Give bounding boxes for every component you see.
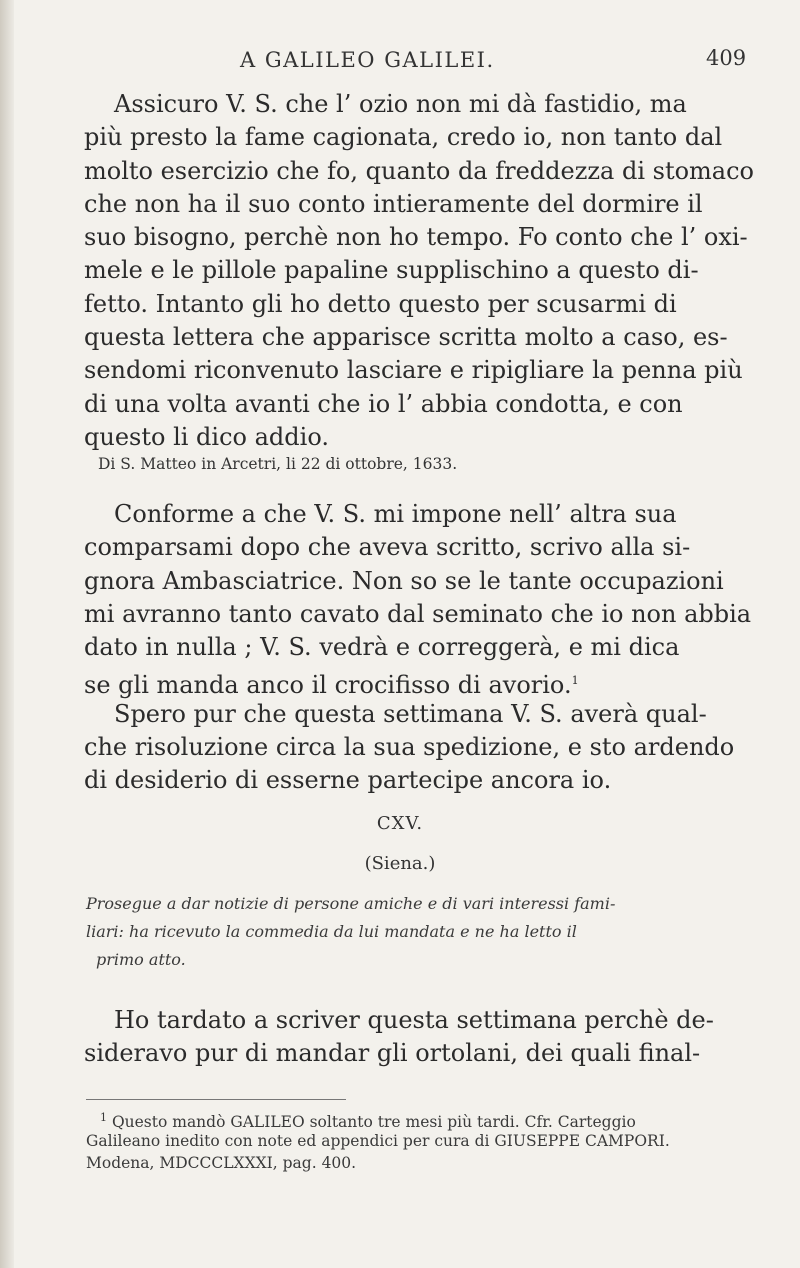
- text-line: dato in nulla ; V. S. vedrà e correggerà, e mi dica: [84, 633, 680, 662]
- paragraph-postscript: [84, 498, 752, 798]
- footnote-reference: 1: [571, 674, 579, 688]
- page-number: 409: [706, 46, 747, 70]
- text-line: suo bisogno, perchè non ho tempo. Fo conto che l’ oxi-: [84, 223, 748, 252]
- dateline: Di S. Matteo in Arcetri, li 22 di ottobre, 1633.: [98, 455, 458, 473]
- text-line: sideravo pur di mandar gli ortolani, dei quali final-: [84, 1039, 701, 1068]
- paragraph-closing: [84, 88, 754, 454]
- text-line: comparsami dopo che aveva scritto, scrivo alla si-: [84, 533, 691, 562]
- running-head: A GALILEO GALILEI.: [240, 48, 495, 72]
- text-line: che non ha il suo conto intieramente del dormire il: [84, 189, 703, 218]
- text-span: se gli manda anco il crocifisso di avorio.: [84, 671, 572, 700]
- text-line: questa lettera che apparisce scritta molto a caso, es-: [84, 323, 728, 352]
- text-line: che risoluzione circa la sua spedizione, e sto ardendo: [84, 733, 735, 762]
- text-line-with-footnote-ref: [84, 664, 696, 700]
- text-line: Spero pur che questa settimana V. S. averà qual-: [114, 699, 707, 728]
- footnote-line: Modena, MDCCCLXXXI, pag. 400.: [86, 1154, 357, 1172]
- letter-summary: [86, 890, 706, 974]
- footnote-line: Galileano inedito con note ed appendici per cura di GIUSEPPE CAMPORI.: [86, 1131, 670, 1150]
- text-line: molto esercizio che fo, quanto da freddezza di stomaco: [84, 156, 754, 185]
- text-line: questo li dico addio.: [84, 422, 329, 451]
- letter-place: (Siena.): [364, 853, 436, 874]
- text-line: Conforme a che V. S. mi impone nell’ altra sua: [114, 500, 677, 528]
- summary-line: Prosegue a dar notizie di persone amiche e di vari interessi fami-: [86, 894, 616, 913]
- paragraph-letter-body: [84, 1004, 714, 1071]
- text-line: Assicuro V. S. che l’ ozio non mi dà fastidio, ma: [114, 90, 687, 118]
- footnote-marker: 1: [100, 1111, 107, 1124]
- letter-number: CXV.: [376, 813, 424, 834]
- text-line: di una volta avanti che io l’ abbia condotta, e con: [84, 389, 683, 418]
- footnote: [86, 1107, 706, 1175]
- text-line: Ho tardato a scriver questa settimana perchè de-: [114, 1006, 714, 1034]
- text-line: fetto. Intanto gli ho detto questo per scusarmi di: [84, 289, 677, 318]
- text-line: di desiderio di esserne partecipe ancora io.: [84, 766, 612, 795]
- text-line: più presto la fame cagionata, credo io, non tanto dal: [84, 123, 723, 152]
- summary-line: primo atto.: [96, 950, 186, 969]
- text-line: mele e le pillole papaline supplischino a questo di-: [84, 256, 699, 285]
- text-line: gnora Ambasciatrice. Non so se le tante occupazioni: [84, 566, 724, 595]
- footnote-line: [86, 1107, 706, 1130]
- text-line: mi avranno tanto cavato dal seminato che io non abbia: [84, 599, 752, 628]
- footnote-rule: [86, 1099, 346, 1100]
- text-line: sendomi riconvenuto lasciare e ripigliare la penna più: [84, 356, 743, 385]
- footnote-text: Questo mandò GALILEO soltanto tre mesi più tardi. Cfr. Carteggio: [111, 1113, 636, 1132]
- summary-line: liari: ha ricevuto la commedia da lui mandata e ne ha letto il: [86, 922, 577, 941]
